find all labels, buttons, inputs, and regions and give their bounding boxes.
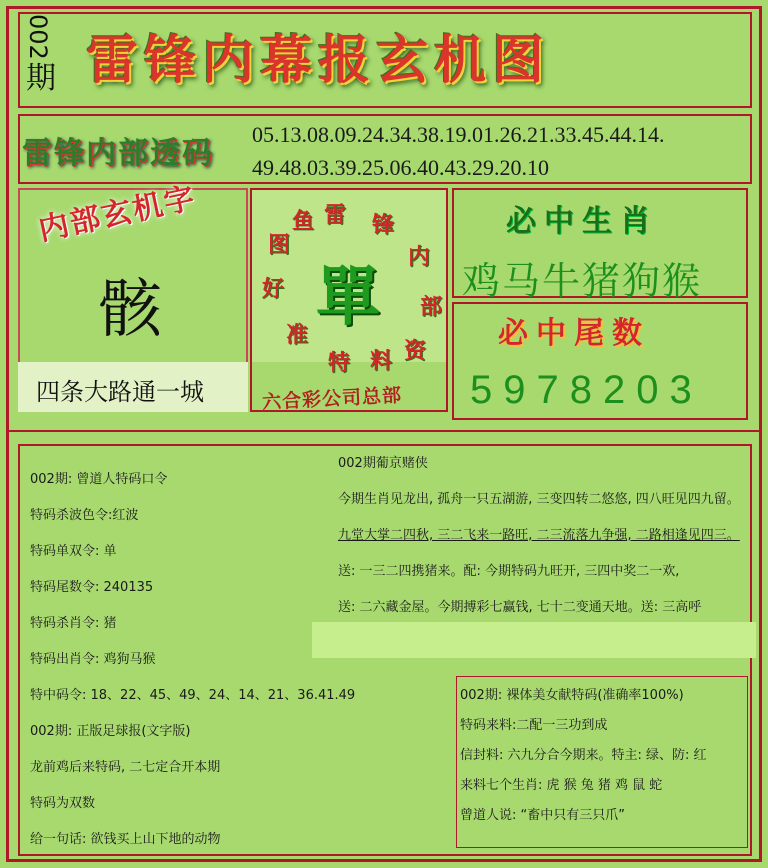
lower-right-line: 002期: 裸体美女献特码(准确率100%) bbox=[460, 688, 684, 703]
left-text-line: 特中码令: 18、22、45、49、24、14、21、36.41.49 bbox=[30, 688, 356, 703]
ring-char: 锋 bbox=[372, 212, 395, 238]
ring-char: 好 bbox=[262, 276, 285, 302]
zodiac-label: 必中生肖 bbox=[506, 204, 658, 239]
ring-char: 料 bbox=[370, 348, 393, 374]
zodiac-list: 鸡马牛猪狗猴 bbox=[462, 259, 703, 303]
right-text-line: 九堂大掌二四秋, 三二飞来一路旺, 二三流落九争强, 二路相逢见四三。 bbox=[338, 528, 740, 543]
tail-label: 必中尾数 bbox=[498, 316, 650, 351]
tail-numbers: 5978203 bbox=[470, 368, 703, 412]
lower-right-line: 来料七个生肖: 虎 猴 兔 猪 鸡 鼠 蛇 bbox=[460, 778, 663, 793]
phrase-text: 四条大路通一城 bbox=[36, 378, 204, 406]
ring-char: 鱼 bbox=[292, 208, 315, 234]
lower-right-line: 曾道人说: “畜中只有三只爪” bbox=[460, 808, 625, 823]
ring-char: 准 bbox=[286, 322, 309, 348]
left-text-line: 002期: 正版足球报(文字版) bbox=[30, 724, 191, 739]
page-title: 雷锋内幕报玄机图 bbox=[86, 30, 551, 91]
ring-char: 特 bbox=[328, 350, 351, 376]
lower-right-line: 信封料: 六九分合今期来。特主: 绿、防: 红 bbox=[460, 748, 707, 763]
left-text-line: 特码杀波色令:红波 bbox=[30, 508, 139, 523]
issue-number: 002 bbox=[24, 14, 52, 60]
company-label: 六合彩公司总部 bbox=[261, 384, 403, 414]
left-text-line: 特码尾数令: 240135 bbox=[30, 580, 154, 595]
left-text-line: 特码为双数 bbox=[30, 796, 96, 811]
right-text-line: 送: 二六藏金屋。今期搏彩七赢钱, 七十二变通天地。送: 三高呼 bbox=[338, 600, 702, 615]
ring-char: 内 bbox=[408, 244, 431, 270]
left-text-line: 特码出肖令: 鸡狗马猴 bbox=[30, 652, 156, 667]
big-character: 單 bbox=[316, 260, 380, 335]
issue-suffix: 期 bbox=[26, 60, 56, 96]
right-text-line: 今期生肖见龙出, 孤舟一只五湖游, 三变四转二悠悠, 四八旺见四九留。 bbox=[338, 492, 740, 507]
left-text-line: 给一句话: 欲钱买上山下地的动物 bbox=[30, 832, 221, 847]
ring-char: 图 bbox=[268, 232, 291, 258]
ring-char: 资 bbox=[404, 338, 427, 364]
divider bbox=[6, 430, 762, 432]
secret-numbers-label: 雷锋内部透码 bbox=[22, 136, 214, 171]
circle-label: 内部玄机字 bbox=[35, 180, 200, 249]
left-text-line: 特码杀肖令: 猪 bbox=[30, 616, 117, 631]
right-text-line: 送: 一三二四携猪来。配: 今期特码九旺开, 三四中奖二一欢, bbox=[338, 564, 680, 579]
right-text-line: 002期葡京赌侠 bbox=[338, 456, 428, 471]
highlight-band bbox=[312, 622, 756, 658]
secret-numbers-line-1: 05.13.08.09.24.34.38.19.01.26.21.33.45.44.14. bbox=[252, 122, 665, 147]
left-text-line: 002期: 曾道人特码口令 bbox=[30, 472, 168, 487]
left-text-line: 特码单双令: 单 bbox=[30, 544, 117, 559]
ring-char: 部 bbox=[420, 294, 443, 320]
mystery-character: 骸 bbox=[98, 273, 162, 347]
secret-numbers bbox=[252, 118, 742, 184]
lower-right-line: 特码来料:二配一三功到成 bbox=[460, 718, 608, 733]
ring-char: 雷 bbox=[324, 202, 347, 228]
issue-label bbox=[26, 14, 66, 94]
left-text-line: 龙前鸡后来特码, 二七定合开本期 bbox=[30, 760, 221, 775]
secret-numbers-line-2: 49.48.03.39.25.06.40.43.29.20.10 bbox=[252, 155, 549, 180]
